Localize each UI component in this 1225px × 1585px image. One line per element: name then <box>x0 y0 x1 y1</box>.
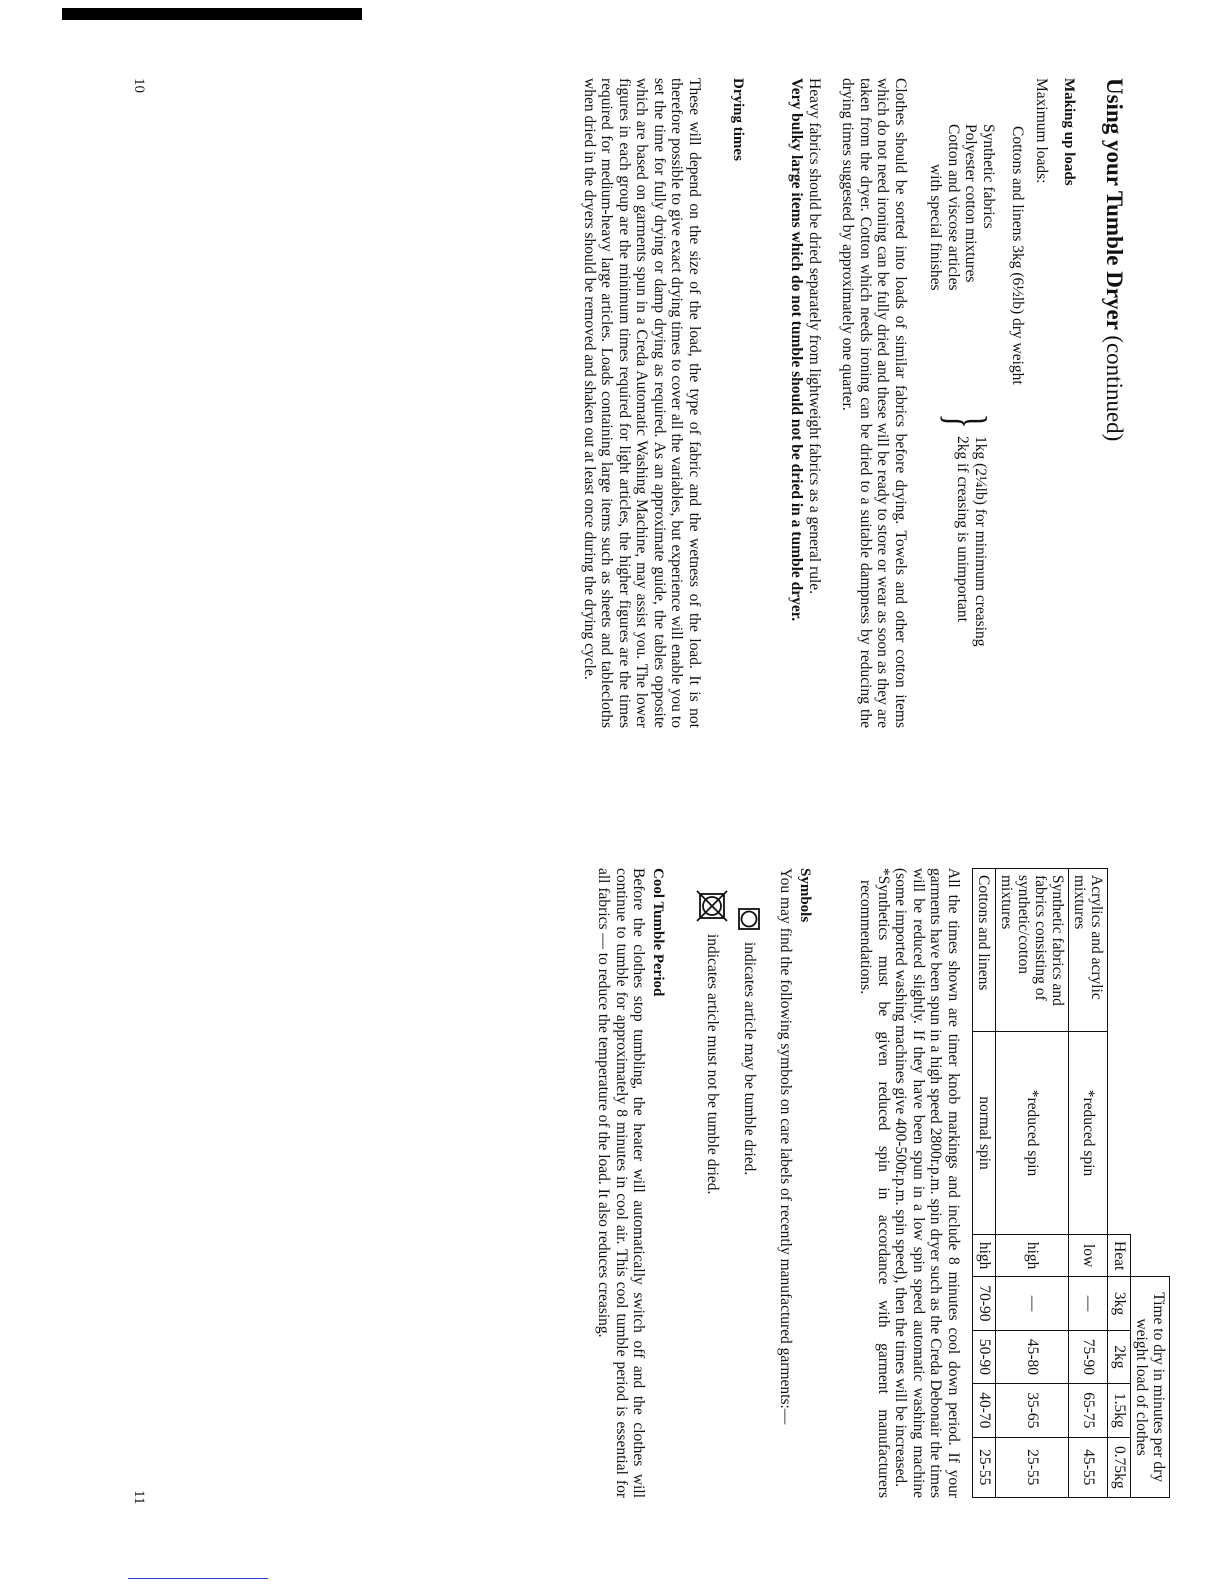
cool-tumble-paragraph: Before the clothes stop tumbling, the heater will automatically switch off and the clothes will continue to tumble for approximately 8 minutes in cool air. This cool tumble period is essential for all fabrics — to reduce the temperature of the load. It also reduces creasing. <box>595 868 648 1498</box>
page-title <box>1101 78 1127 728</box>
time-cell: 65-75 <box>1069 1384 1108 1437</box>
time-cell: 35-65 <box>996 1384 1069 1437</box>
making-up-loads-heading: Making up loads <box>1061 78 1077 186</box>
weight-header: 3kg <box>1108 1277 1131 1330</box>
title-text: Using your Tumble Dryer <box>1102 78 1127 330</box>
heat-cell: low <box>1069 1235 1108 1277</box>
symbols-intro: You may find the following symbols on care labels of recently manufactured garments:— <box>777 868 794 1425</box>
heat-cell: high <box>996 1235 1069 1277</box>
time-cell: 25-55 <box>996 1437 1069 1497</box>
cottons-line: Cottons and linens 3kg (6½lb) dry weight <box>1009 126 1027 385</box>
table-row <box>973 869 996 1498</box>
tumble-dry-icon <box>739 908 761 930</box>
time-cell: 70-90 <box>973 1277 996 1330</box>
weight-header: 2kg <box>1108 1330 1131 1383</box>
time-cell: 25-55 <box>973 1437 996 1497</box>
category-cell: Cottons and linens <box>973 869 996 1032</box>
weight-header: 0.75kg <box>1108 1437 1131 1497</box>
sort-paragraph: Clothes should be sorted into loads of similar fabrics before drying. Towels and other cotton items which do not need ironing can be fully dried and these will be ready to store or wear as soon as they are taken from the dryer. Cotton which needs ironing can be dried to a suitable dampness by reducing the drying times suggested by approximately one quarter. <box>839 78 909 728</box>
symbol-2-text: indicates article must not be tumble dried. <box>704 934 722 1195</box>
table-spacer <box>1108 1032 1131 1235</box>
times-note-paragraph: All the times shown are timer knob markings and include 8 minutes cool down period. If your garments have been spun in a high speed 2800r.p.m. spin dryer such as the Creda Debonair the times will be reduced slightly. If they have been spun in a low spin speed automatic washing machine (some imported washing machines give 400-500r.p.m. spin speed), then the times will be increased. <box>892 868 962 1498</box>
time-cell: 50-90 <box>973 1330 996 1383</box>
time-cell: 75-90 <box>1069 1330 1108 1383</box>
symbol-row-tumble <box>739 908 761 1498</box>
group-values <box>927 436 997 647</box>
cool-tumble-heading: Cool Tumble Period <box>650 868 667 997</box>
drying-times-paragraph: These will depend on the size of the load, the type of fabric and the wetness of the load. It is not therefore possible to give exact drying times to cover all the variables, but experience will enable you to set the time for fully drying or damp drying as required. As an approximate guide, the tables opposite which are based on garments spun in a Creda Automatic Washing Machine, may assist you. The lower figures in each group are the minimum times required for light articles, the higher figures are the times required for medium-heavy large articles. Loads containing large items such as sheets and tablecloths when dried in the dryers should be removed and shaken out at least once during the drying cycle. <box>581 78 703 728</box>
page-number-left: 10 <box>131 78 147 93</box>
symbol-row-no-tumble <box>697 890 729 1498</box>
bulky-warning: Very bulky large items which do not tumble should not be dried in a tumble dryer. <box>788 78 806 622</box>
time-cell: 45-55 <box>1069 1437 1108 1497</box>
time-cell: — <box>996 1277 1069 1330</box>
spin-cell: normal spin <box>973 1032 996 1235</box>
table-spacer <box>1131 1235 1170 1277</box>
heavy-text: Heavy fabrics should be dried separately from lightweight fabrics as a general rule. <box>806 78 823 595</box>
synthetics-note: *Synthetics must be given reduced spin in accordance with garment manufacturers recommendations. <box>857 868 892 1498</box>
group-item: Polyester cotton mixtures <box>962 124 980 283</box>
group-item: Cotton and viscose articles <box>945 124 962 291</box>
drying-times-table <box>972 868 1170 1498</box>
category-cell: Acrylics and acrylic mixtures <box>1069 869 1108 1032</box>
symbol-1-text: indicates article may be tumble dried. <box>741 942 759 1176</box>
brace-symbol: } <box>935 413 997 429</box>
max-loads-intro: Maximum loads: <box>1033 78 1050 184</box>
table-row <box>1069 869 1108 1498</box>
group-items <box>927 124 997 406</box>
symbols-heading: Symbols <box>797 868 813 923</box>
drying-times-heading: Drying times <box>730 78 746 161</box>
group-item: with special finishes <box>927 164 945 291</box>
group-value: 1kg (2¼lb) for minimum creasing <box>972 436 989 647</box>
heat-header: Heat <box>1108 1235 1131 1277</box>
spin-cell: *reduced spin <box>996 1032 1069 1235</box>
time-cell: 45-80 <box>996 1330 1069 1383</box>
time-cell: — <box>1069 1277 1108 1330</box>
time-cell: 40-70 <box>973 1384 996 1437</box>
table-spacer <box>1131 869 1170 1032</box>
dry-time-header: Time to dry in minutes per dry weight load of clothes <box>1131 1277 1170 1498</box>
left-column <box>565 78 1128 728</box>
group-item: Synthetic fabrics <box>980 124 997 229</box>
heat-cell: high <box>973 1235 996 1277</box>
weight-header: 1.5kg <box>1108 1384 1131 1437</box>
title-suffix: (continued) <box>1102 335 1127 442</box>
synthetics-group <box>927 124 997 728</box>
category-cell: Synthetic fabrics and fabrics consisting of synthetic/cotton mixtures <box>996 869 1069 1032</box>
group-value: 2kg if creasing is unimportant <box>954 436 972 622</box>
table-spacer <box>1108 869 1131 1032</box>
do-not-tumble-dry-icon <box>697 890 729 922</box>
table-row <box>996 869 1069 1498</box>
page-number-right: 11 <box>131 1490 147 1505</box>
table-spacer <box>1131 1032 1170 1235</box>
heavy-paragraph <box>788 78 823 728</box>
spin-cell: *reduced spin <box>1069 1032 1108 1235</box>
right-column <box>579 868 1170 1498</box>
max-loads-block <box>927 78 1050 728</box>
